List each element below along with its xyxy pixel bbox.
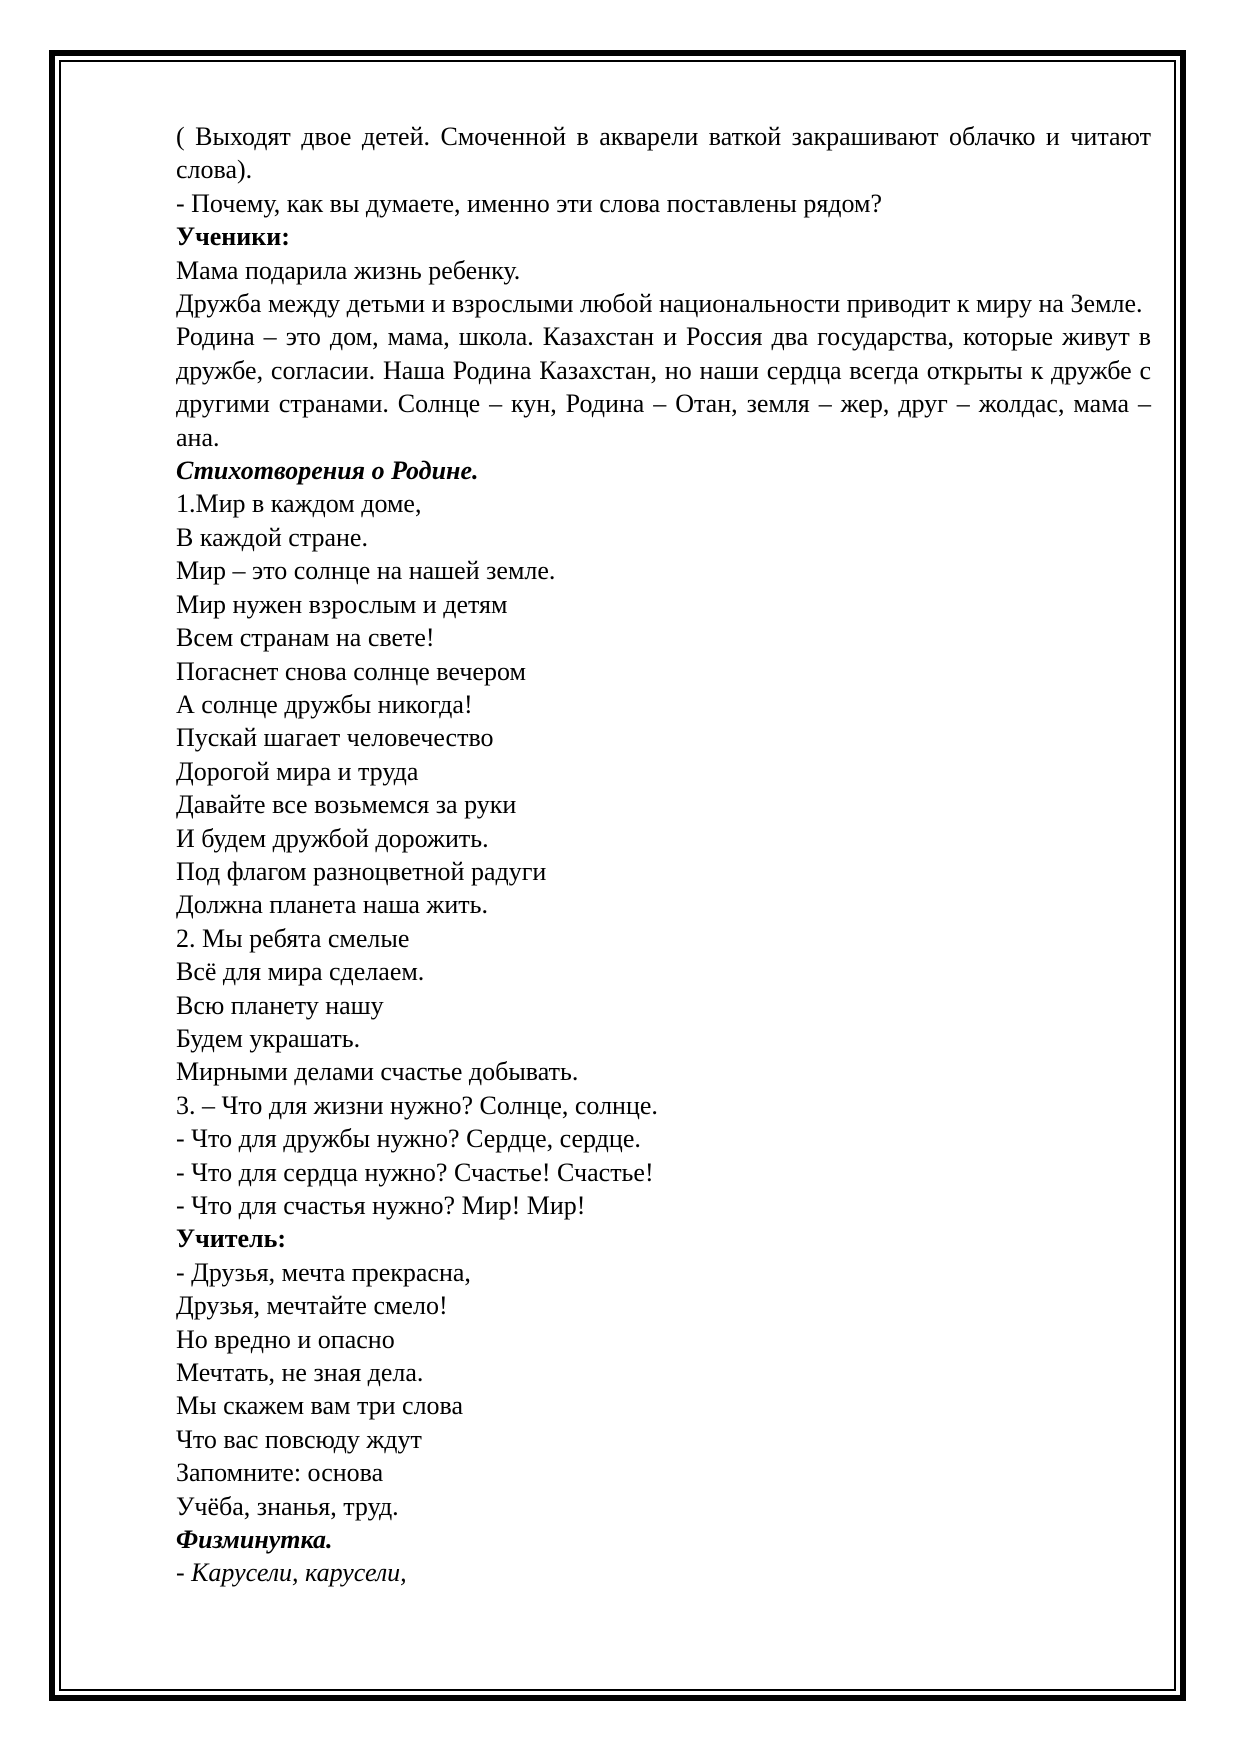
teacher-line: Мы скажем вам три слова xyxy=(176,1391,464,1421)
poems-heading: Стихотворения о Родине. xyxy=(176,456,479,486)
pupils-line: Мама подарила жизнь ребенку. xyxy=(176,255,521,285)
poem-line: В каждой стране. xyxy=(176,522,368,552)
document-body xyxy=(176,120,1151,1590)
poem-line: Погаснет снова солнце вечером xyxy=(176,656,526,686)
poem-line: Всем странам на свете! xyxy=(176,623,435,653)
poem-line: Мир – это солнце на нашей земле. xyxy=(176,556,556,586)
poem-line: Дорогой мира и труда xyxy=(176,756,419,786)
poem-line: - Что для счастья нужно? Мир! Мир! xyxy=(176,1191,586,1220)
poem-line: Мир нужен взрослым и детям xyxy=(176,589,508,619)
teacher-line: Но вредно и опасно xyxy=(176,1324,395,1354)
teacher-heading: Учитель: xyxy=(176,1224,287,1254)
teacher-line: - Друзья, мечта прекрасна, xyxy=(176,1257,471,1287)
pupils-heading: Ученики: xyxy=(176,222,290,252)
poem-line: Всю планету нашу xyxy=(176,990,384,1020)
teacher-line: Друзья, мечтайте смело! xyxy=(176,1291,448,1321)
poem-line: Всё для мира сделаем. xyxy=(176,957,425,987)
poem-line: Должна планета наша жить. xyxy=(176,890,488,920)
question-line: - Почему, как вы думаете, именно эти слова поставлены рядом? xyxy=(176,188,883,218)
poem-line: Давайте все возьмемся за руки xyxy=(176,790,517,820)
exercise-heading: Физминутка. xyxy=(176,1525,333,1555)
poem-line: Под флагом разноцветной радуги xyxy=(176,856,547,886)
teacher-line: Что вас повсюду ждут xyxy=(176,1424,422,1454)
poem-line: 3. – Что для жизни нужно? Солнце, солнце. xyxy=(176,1090,658,1120)
teacher-line: Учёба, знанья, труд. xyxy=(176,1491,399,1521)
pupils-paragraph: Родина – это дом, мама, школа. Казахстан и Россия два государства, которые живут в дружбе, согласии. Наша Родина Казахстан, но наши сердца всегда открыты к дружбе с другими странами. Солнце – кун, Родина – Отан, земля – жер, друг – жолдас, мама – ана. xyxy=(176,322,1151,452)
teacher-line: Мечтать, не зная дела. xyxy=(176,1358,424,1388)
teacher-line: Запомните: основа xyxy=(176,1458,384,1488)
poem-line: А солнце дружбы никогда! xyxy=(176,689,473,719)
poem-line: 1.Мир в каждом доме, xyxy=(176,489,422,519)
intro-paragraph: ( Выходят двое детей. Смоченной в акварели ваткой закрашивают облачко и читают слова). xyxy=(176,122,1151,185)
poem-line: Мирными делами счастье добывать. xyxy=(176,1057,579,1087)
poem-line: Пускай шагает человечество xyxy=(176,723,494,753)
poem-line: - Что для сердца нужно? Счастье! Счастье! xyxy=(176,1157,654,1187)
poem-line: И будем дружбой дорожить. xyxy=(176,823,489,853)
poem-line: Будем украшать. xyxy=(176,1023,361,1053)
poem-line: - Что для дружбы нужно? Сердце, сердце. xyxy=(176,1124,641,1154)
exercise-line: - Карусели, карусели, xyxy=(176,1558,407,1588)
poem-line: 2. Мы ребята смелые xyxy=(176,923,410,953)
pupils-paragraph: Дружба между детьми и взрослыми любой национальности приводит к миру на Земле. xyxy=(176,289,1143,319)
